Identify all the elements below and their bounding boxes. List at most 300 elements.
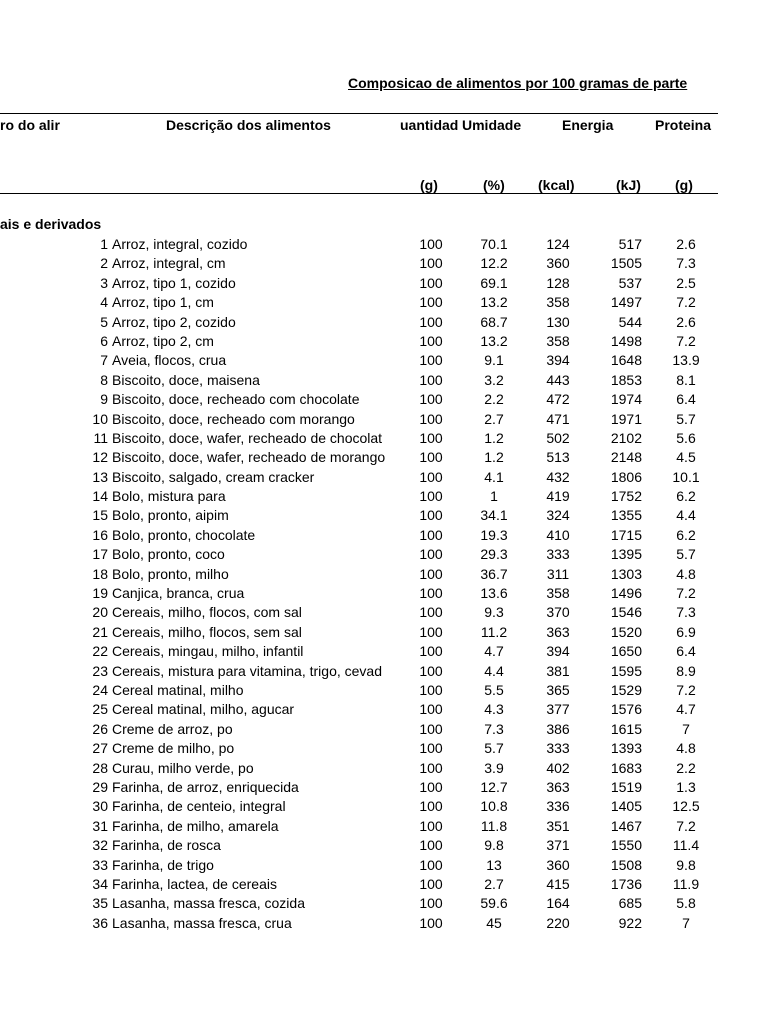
energy-kj-cell: 1853 (610, 371, 642, 388)
quantity-cell: 100 (419, 662, 443, 679)
energy-kcal-cell: 336 (546, 798, 570, 815)
moisture-cell: 2.7 (484, 410, 504, 427)
food-number-cell: 14 (92, 488, 108, 505)
energy-kj-cell: 1971 (610, 410, 642, 427)
energy-kj-cell: 1520 (610, 623, 642, 640)
moisture-cell: 5.5 (484, 681, 504, 698)
moisture-cell: 4.3 (484, 701, 504, 718)
food-description-cell: Cereais, mingau, milho, infantil (112, 643, 304, 660)
energy-kcal-cell: 377 (546, 701, 570, 718)
quantity-cell: 100 (419, 837, 443, 854)
food-number-cell: 11 (93, 429, 108, 446)
quantity-cell: 100 (419, 507, 443, 524)
food-number-cell: 7 (100, 352, 108, 369)
moisture-cell: 68.7 (480, 313, 508, 330)
moisture-cell: 19.3 (480, 526, 508, 543)
energy-kcal-cell: 130 (546, 313, 570, 330)
protein-cell: 6.2 (676, 488, 696, 505)
food-number-cell: 36 (92, 914, 108, 931)
table-row (0, 448, 768, 467)
quantity-cell: 100 (419, 585, 443, 602)
quantity-cell: 100 (419, 313, 443, 330)
protein-cell: 4.8 (676, 740, 696, 757)
food-number-cell: 9 (100, 391, 108, 408)
food-number-cell: 34 (92, 875, 108, 892)
energy-kcal-cell: 386 (546, 720, 570, 737)
protein-cell: 11.9 (672, 875, 700, 892)
energy-kj-cell: 517 (618, 236, 642, 252)
food-number-cell: 30 (92, 798, 108, 815)
energy-kcal-cell: 324 (546, 507, 570, 524)
energy-kj-cell: 1303 (610, 565, 642, 582)
moisture-cell: 70.1 (480, 236, 508, 252)
table-row (0, 759, 768, 778)
food-description-cell: Cereal matinal, milho (112, 681, 244, 698)
protein-cell: 5.8 (676, 895, 696, 912)
protein-cell: 7 (682, 720, 690, 737)
energy-kcal-cell: 128 (546, 274, 570, 291)
food-description-cell: Arroz, integral, cm (112, 255, 226, 272)
unit-kj: (kJ) (616, 177, 641, 193)
protein-cell: 7.2 (676, 294, 696, 311)
food-description-cell: Creme de arroz, po (112, 720, 233, 737)
table-row (0, 235, 768, 254)
energy-kj-cell: 1683 (610, 759, 642, 776)
moisture-cell: 1.2 (484, 449, 504, 466)
protein-cell: 5.7 (676, 410, 696, 427)
energy-kj-cell: 1736 (610, 875, 642, 892)
energy-kj-cell: 1615 (610, 720, 642, 737)
energy-kj-cell: 1498 (610, 332, 642, 349)
unit-proteina: (g) (675, 177, 693, 193)
energy-kcal-cell: 471 (546, 410, 570, 427)
food-description-cell: Bolo, pronto, milho (112, 565, 229, 582)
energy-kcal-cell: 365 (546, 681, 570, 698)
energy-kcal-cell: 371 (546, 837, 570, 854)
table-row (0, 371, 768, 390)
food-description-cell: Arroz, tipo 2, cozido (112, 313, 236, 330)
energy-kcal-cell: 443 (546, 371, 570, 388)
energy-kcal-cell: 358 (546, 585, 570, 602)
food-description-cell: Farinha, de arroz, enriquecida (112, 778, 299, 795)
energy-kj-cell: 544 (618, 313, 642, 330)
protein-cell: 11.4 (672, 837, 700, 854)
food-description-cell: Biscoito, doce, maisena (112, 371, 260, 388)
moisture-cell: 4.1 (484, 468, 504, 485)
energy-kcal-cell: 358 (546, 294, 570, 311)
section-label: ais e derivados (0, 216, 102, 232)
food-number-cell: 25 (92, 701, 108, 718)
energy-kcal-cell: 164 (546, 895, 570, 912)
table-row (0, 506, 768, 525)
table-row (0, 351, 768, 370)
table-row (0, 875, 768, 894)
protein-cell: 4.7 (676, 701, 696, 718)
moisture-cell: 45 (486, 914, 502, 931)
header-bottom-rule (0, 193, 718, 194)
moisture-cell: 13 (486, 856, 502, 873)
quantity-cell: 100 (419, 468, 443, 485)
energy-kcal-cell: 415 (546, 875, 570, 892)
quantity-cell: 100 (419, 546, 443, 563)
food-description-cell: Bolo, pronto, chocolate (112, 526, 256, 543)
protein-cell: 8.1 (676, 371, 696, 388)
food-number-cell: 5 (100, 313, 108, 330)
quantity-cell: 100 (419, 410, 443, 427)
protein-cell: 7.2 (676, 681, 696, 698)
energy-kcal-cell: 502 (546, 429, 570, 446)
quantity-cell: 100 (419, 875, 443, 892)
energy-kj-cell: 1467 (610, 817, 642, 834)
protein-cell: 7.2 (676, 817, 696, 834)
moisture-cell: 12.2 (480, 255, 508, 272)
food-number-cell: 29 (92, 778, 108, 795)
food-number-cell: 28 (92, 759, 108, 776)
energy-kcal-cell: 360 (546, 856, 570, 873)
food-description-cell: Creme de milho, po (112, 740, 235, 757)
food-number-cell: 1 (100, 236, 108, 252)
table-row (0, 429, 768, 448)
quantity-cell: 100 (419, 817, 443, 834)
food-number-cell: 18 (92, 565, 108, 582)
header-descricao: Descrição dos alimentos (166, 117, 331, 133)
moisture-cell: 59.6 (480, 895, 508, 912)
quantity-cell: 100 (419, 429, 443, 446)
energy-kj-cell: 1546 (610, 604, 642, 621)
moisture-cell: 3.9 (484, 759, 504, 776)
food-number-cell: 10 (92, 410, 108, 427)
food-description-cell: Farinha, de rosca (112, 837, 221, 854)
quantity-cell: 100 (419, 371, 443, 388)
energy-kcal-cell: 333 (546, 740, 570, 757)
header-quantidade: uantidad (400, 117, 459, 133)
food-description-cell: Farinha, de trigo (112, 856, 214, 873)
food-number-cell: 22 (92, 643, 108, 660)
quantity-cell: 100 (419, 856, 443, 873)
table-row (0, 565, 768, 584)
quantity-cell: 100 (419, 681, 443, 698)
table-row (0, 642, 768, 661)
food-description-cell: Arroz, tipo 1, cm (112, 294, 214, 311)
protein-cell: 9.8 (676, 856, 696, 873)
quantity-cell: 100 (419, 236, 443, 252)
moisture-cell: 11.8 (480, 817, 508, 834)
protein-cell: 4.4 (676, 507, 696, 524)
header-umidade: Umidade (462, 117, 522, 133)
protein-cell: 12.5 (672, 798, 700, 815)
table-row (0, 797, 768, 816)
food-number-cell: 13 (92, 468, 108, 485)
food-description-cell: Biscoito, doce, wafer, recheado de chocolat (112, 429, 383, 446)
table-row (0, 720, 768, 739)
food-description-cell: Cereais, milho, flocos, sem sal (112, 623, 302, 640)
energy-kcal-cell: 381 (546, 662, 570, 679)
food-description-cell: Arroz, tipo 2, cm (112, 332, 214, 349)
food-number-cell: 32 (92, 837, 108, 854)
header-proteina: Proteina (655, 117, 712, 133)
protein-cell: 7.2 (676, 332, 696, 349)
table-row (0, 662, 768, 681)
table-row (0, 526, 768, 545)
energy-kcal-cell: 513 (546, 449, 570, 466)
energy-kj-cell: 1715 (610, 526, 642, 543)
food-number-cell: 8 (100, 371, 108, 388)
food-number-cell: 12 (92, 449, 108, 466)
energy-kj-cell: 537 (618, 274, 642, 291)
energy-kj-cell: 1550 (610, 837, 642, 854)
energy-kj-cell: 2148 (610, 449, 642, 466)
energy-kcal-cell: 351 (546, 817, 570, 834)
quantity-cell: 100 (419, 565, 443, 582)
table-row (0, 487, 768, 506)
food-description-cell: Bolo, pronto, aipim (112, 507, 229, 524)
quantity-cell: 100 (419, 643, 443, 660)
quantity-cell: 100 (419, 759, 443, 776)
food-number-cell: 19 (92, 585, 108, 602)
quantity-cell: 100 (419, 332, 443, 349)
quantity-cell: 100 (419, 294, 443, 311)
quantity-cell: 100 (419, 255, 443, 272)
food-number-cell: 3 (100, 274, 108, 291)
energy-kcal-cell: 124 (546, 236, 570, 252)
energy-kj-cell: 1395 (610, 546, 642, 563)
food-number-cell: 6 (100, 332, 108, 349)
table-row (0, 856, 768, 875)
table-row (0, 739, 768, 758)
food-number-cell: 4 (100, 294, 108, 311)
food-description-cell: Aveia, flocos, crua (112, 352, 227, 369)
unit-kcal: (kcal) (538, 177, 575, 193)
energy-kcal-cell: 333 (546, 546, 570, 563)
energy-kj-cell: 922 (618, 914, 642, 931)
table-row (0, 274, 768, 293)
table-row (0, 332, 768, 351)
table-row (0, 894, 768, 913)
quantity-cell: 100 (419, 352, 443, 369)
moisture-cell: 36.7 (480, 565, 508, 582)
moisture-cell: 12.7 (480, 778, 508, 795)
energy-kj-cell: 1405 (610, 798, 642, 815)
quantity-cell: 100 (419, 526, 443, 543)
food-description-cell: Bolo, pronto, coco (112, 546, 225, 563)
energy-kj-cell: 1595 (610, 662, 642, 679)
energy-kj-cell: 685 (618, 895, 642, 912)
quantity-cell: 100 (419, 623, 443, 640)
protein-cell: 13.9 (672, 352, 700, 369)
food-number-cell: 15 (92, 507, 108, 524)
food-description-cell: Cereal matinal, milho, agucar (112, 701, 295, 718)
table-row (0, 390, 768, 409)
protein-cell: 1.3 (676, 778, 696, 795)
energy-kcal-cell: 358 (546, 332, 570, 349)
food-description-cell: Lasanha, massa fresca, crua (112, 914, 292, 931)
quantity-cell: 100 (419, 701, 443, 718)
energy-kcal-cell: 220 (546, 914, 570, 931)
energy-kj-cell: 1497 (610, 294, 642, 311)
food-number-cell: 2 (100, 255, 108, 272)
energy-kj-cell: 1496 (610, 585, 642, 602)
food-number-cell: 16 (92, 526, 108, 543)
table-row (0, 293, 768, 312)
energy-kj-cell: 1529 (610, 681, 642, 698)
energy-kcal-cell: 363 (546, 623, 570, 640)
moisture-cell: 3.2 (484, 371, 504, 388)
energy-kcal-cell: 472 (546, 391, 570, 408)
energy-kj-cell: 1648 (610, 352, 642, 369)
energy-kcal-cell: 402 (546, 759, 570, 776)
food-number-cell: 35 (92, 895, 108, 912)
protein-cell: 4.5 (676, 449, 696, 466)
food-description-cell: Farinha, lactea, de cereais (112, 875, 277, 892)
food-description-cell: Canjica, branca, crua (112, 585, 245, 602)
energy-kcal-cell: 410 (546, 526, 570, 543)
food-number-cell: 20 (92, 604, 108, 621)
protein-cell: 6.9 (676, 623, 696, 640)
energy-kcal-cell: 394 (546, 352, 570, 369)
table-row (0, 603, 768, 622)
energy-kj-cell: 1355 (610, 507, 642, 524)
food-number-cell: 17 (92, 546, 108, 563)
moisture-cell: 9.3 (484, 604, 504, 621)
food-description-cell: Cereais, mistura para vitamina, trigo, cevad (112, 662, 382, 679)
moisture-cell: 1 (490, 488, 498, 505)
protein-cell: 4.8 (676, 565, 696, 582)
quantity-cell: 100 (419, 798, 443, 815)
table-row (0, 836, 768, 855)
energy-kj-cell: 1806 (610, 468, 642, 485)
protein-cell: 7.2 (676, 585, 696, 602)
moisture-cell: 7.3 (484, 720, 504, 737)
quantity-cell: 100 (419, 488, 443, 505)
table-row (0, 254, 768, 273)
protein-cell: 2.5 (676, 274, 696, 291)
protein-cell: 7.3 (676, 604, 696, 621)
energy-kcal-cell: 432 (546, 468, 570, 485)
energy-kj-cell: 1508 (610, 856, 642, 873)
food-description-cell: Arroz, tipo 1, cozido (112, 274, 236, 291)
food-description-cell: Farinha, de milho, amarela (112, 817, 279, 834)
moisture-cell: 2.7 (484, 875, 504, 892)
protein-cell: 8.9 (676, 662, 696, 679)
energy-kcal-cell: 419 (546, 488, 570, 505)
table-row (0, 623, 768, 642)
unit-quantidade: (g) (420, 177, 438, 193)
food-description-cell: Lasanha, massa fresca, cozida (112, 895, 305, 912)
protein-cell: 7 (682, 914, 690, 931)
unit-umidade: (%) (483, 177, 505, 193)
food-number-cell: 33 (92, 856, 108, 873)
food-description-cell: Biscoito, salgado, cream cracker (112, 468, 315, 485)
food-description-cell: Biscoito, doce, wafer, recheado de morango (112, 449, 386, 466)
quantity-cell: 100 (419, 720, 443, 737)
energy-kj-cell: 1650 (610, 643, 642, 660)
food-description-cell: Biscoito, doce, recheado com chocolate (112, 391, 360, 408)
food-number-cell: 27 (92, 740, 108, 757)
table-title: Composicao de alimentos por 100 gramas de parte (348, 75, 688, 91)
table-row (0, 681, 768, 700)
quantity-cell: 100 (419, 604, 443, 621)
table-row (0, 545, 768, 564)
food-description-cell: Curau, milho verde, po (112, 759, 254, 776)
moisture-cell: 9.8 (484, 837, 504, 854)
table-row (0, 914, 768, 933)
protein-cell: 5.7 (676, 546, 696, 563)
food-description-cell: Farinha, de centeio, integral (112, 798, 286, 815)
moisture-cell: 13.6 (480, 585, 508, 602)
moisture-cell: 13.2 (480, 294, 508, 311)
protein-cell: 2.6 (676, 313, 696, 330)
table-body (0, 235, 768, 933)
table-row (0, 468, 768, 487)
protein-cell: 6.2 (676, 526, 696, 543)
moisture-cell: 1.2 (484, 429, 504, 446)
energy-kj-cell: 1519 (610, 778, 642, 795)
moisture-cell: 29.3 (480, 546, 508, 563)
header-energia: Energia (562, 117, 614, 133)
protein-cell: 2.6 (676, 236, 696, 252)
moisture-cell: 10.8 (480, 798, 508, 815)
food-number-cell: 23 (92, 662, 108, 679)
table-row (0, 778, 768, 797)
energy-kj-cell: 1393 (610, 740, 642, 757)
food-number-cell: 31 (92, 817, 108, 834)
energy-kcal-cell: 311 (546, 565, 570, 582)
header-numero: ro do alir (0, 117, 60, 133)
protein-cell: 6.4 (676, 391, 696, 408)
energy-kcal-cell: 370 (546, 604, 570, 621)
table-row (0, 410, 768, 429)
energy-kcal-cell: 363 (546, 778, 570, 795)
moisture-cell: 5.7 (484, 740, 504, 757)
energy-kj-cell: 1576 (610, 701, 642, 718)
quantity-cell: 100 (419, 895, 443, 912)
moisture-cell: 2.2 (484, 391, 504, 408)
moisture-cell: 13.2 (480, 332, 508, 349)
moisture-cell: 11.2 (480, 623, 508, 640)
protein-cell: 2.2 (676, 759, 696, 776)
protein-cell: 7.3 (676, 255, 696, 272)
quantity-cell: 100 (419, 778, 443, 795)
energy-kcal-cell: 360 (546, 255, 570, 272)
header-top-rule (0, 113, 718, 114)
energy-kcal-cell: 394 (546, 643, 570, 660)
quantity-cell: 100 (419, 449, 443, 466)
moisture-cell: 69.1 (480, 274, 508, 291)
food-number-cell: 26 (92, 720, 108, 737)
food-description-cell: Biscoito, doce, recheado com morango (112, 410, 355, 427)
table-row (0, 817, 768, 836)
food-description-cell: Arroz, integral, cozido (112, 236, 248, 252)
moisture-cell: 9.1 (484, 352, 504, 369)
food-number-cell: 21 (92, 623, 108, 640)
quantity-cell: 100 (419, 274, 443, 291)
energy-kj-cell: 1505 (610, 255, 642, 272)
moisture-cell: 4.4 (484, 662, 504, 679)
energy-kj-cell: 1974 (610, 391, 642, 408)
table-row (0, 700, 768, 719)
quantity-cell: 100 (419, 391, 443, 408)
table-row (0, 313, 768, 332)
moisture-cell: 4.7 (484, 643, 504, 660)
table-row (0, 584, 768, 603)
protein-cell: 10.1 (672, 468, 700, 485)
moisture-cell: 34.1 (480, 507, 508, 524)
food-description-cell: Cereais, milho, flocos, com sal (112, 604, 302, 621)
food-description-cell: Bolo, mistura para (112, 488, 226, 505)
quantity-cell: 100 (419, 740, 443, 757)
quantity-cell: 100 (419, 914, 443, 931)
protein-cell: 6.4 (676, 643, 696, 660)
